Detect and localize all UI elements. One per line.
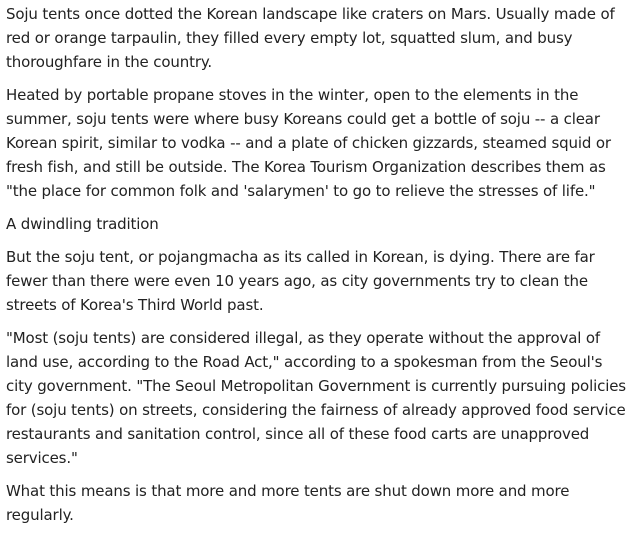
article-subheading: A dwindling tradition bbox=[6, 215, 159, 233]
article-paragraph-2: Heated by portable propane stoves in the winter, open to the elements in the summer, soju tents were where busy Koreans could get a bottle of soju -- a clear Korean spirit, similar to vodka -- and a plate of chicken gizzards, steamed squid or fresh fish, and still be outside. The Korea Tourism Organization describes them as "the place for common folk and 'salarymen' to go to relieve the stresses of life." bbox=[6, 86, 611, 200]
article-paragraph-1: Soju tents once dotted the Korean landscape like craters on Mars. Usually made of red or orange tarpaulin, they filled every empty lot, squatted slum, and busy thoroughfare in the country. bbox=[6, 5, 615, 71]
article-paragraph-4: "Most (soju tents) are considered illegal, as they operate without the approval of land use, according to the Road Act," according to a spokesman from the Seoul's city government. "The Seoul Metropolitan Government is currently pursuing policies for (soju tents) on streets, considering the fairness of already approved food service restaurants and sanitation control, since all of these food carts are unapproved services." bbox=[6, 329, 626, 467]
article-paragraph-5: What this means is that more and more tents are shut down more and more regularly. bbox=[6, 482, 570, 524]
article-paragraph-3: But the soju tent, or pojangmacha as its called in Korean, is dying. There are far fewer than there were even 10 years ago, as city governments try to clean the streets of Korea's Third World past. bbox=[6, 248, 595, 314]
